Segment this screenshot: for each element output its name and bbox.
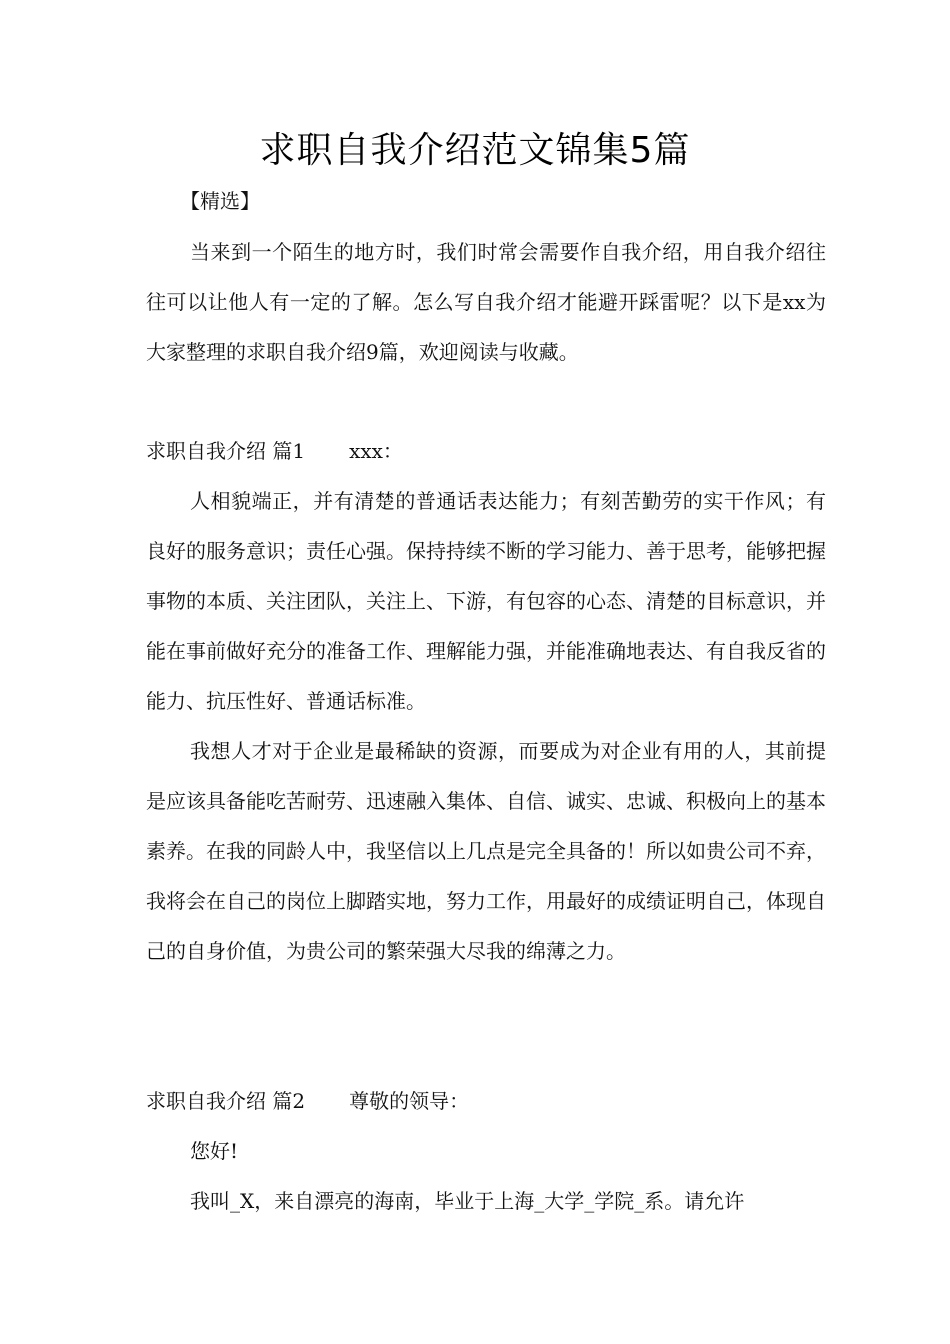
section-2-heading-line [146, 1076, 826, 1126]
section-2-greeting: 您好! [190, 1139, 239, 1163]
section-1-paragraph-1: 人相貌端正，并有清楚的普通话表达能力；有刻苦勤劳的实干作风；有良好的服务意识；责任心强。保持持续不断的学习能力、善于思考，能够把握事物的本质、关注团队，关注上、下游，有包容的心态、清楚的目标意识，并能在事前做好充分的准备工作、理解能力强，并能准确地表达、有自我反省的能力、抗压性好、普通话标准。 [146, 489, 826, 713]
section-2-heading: 求职自我介绍 篇2 [146, 1089, 306, 1113]
section-1-salutation: xxx： [349, 439, 403, 463]
section-1-heading-line [146, 426, 826, 476]
section-1-paragraph-2: 我想人才对于企业是最稀缺的资源，而要成为对企业有用的人，其前提是应该具备能吃苦耐劳、迅速融入集体、自信、诚实、忠诚、积极向上的基本素养。在我的同龄人中，我坚信以上几点是完全具备的！所以如贵公司不弃，我将会在自己的岗位上脚踏实地，努力工作，用最好的成绩证明自己，体现自己的自身价值，为贵公司的繁荣强大尽我的绵薄之力。 [146, 739, 826, 963]
section-2 [146, 1076, 826, 1226]
section-2-salutation: 尊敬的领导： [349, 1089, 470, 1113]
section-1 [146, 426, 826, 976]
section-2-paragraph-1: 我叫_X，来自漂亮的海南，毕业于上海_大学_学院_系。请允许 [190, 1189, 745, 1213]
intro-paragraph: 当来到一个陌生的地方时，我们时常会需要作自我介绍，用自我介绍往往可以让他人有一定的了解。怎么写自我介绍才能避开踩雷呢？以下是xx为大家整理的求职自我介绍9篇，欢迎阅读与收藏。 [146, 240, 826, 364]
document-tag: 【精选】 [180, 189, 260, 213]
section-1-heading: 求职自我介绍 篇1 [146, 439, 306, 463]
document-title: 求职自我介绍范文锦集5篇 [259, 130, 691, 171]
intro-block [146, 227, 826, 377]
